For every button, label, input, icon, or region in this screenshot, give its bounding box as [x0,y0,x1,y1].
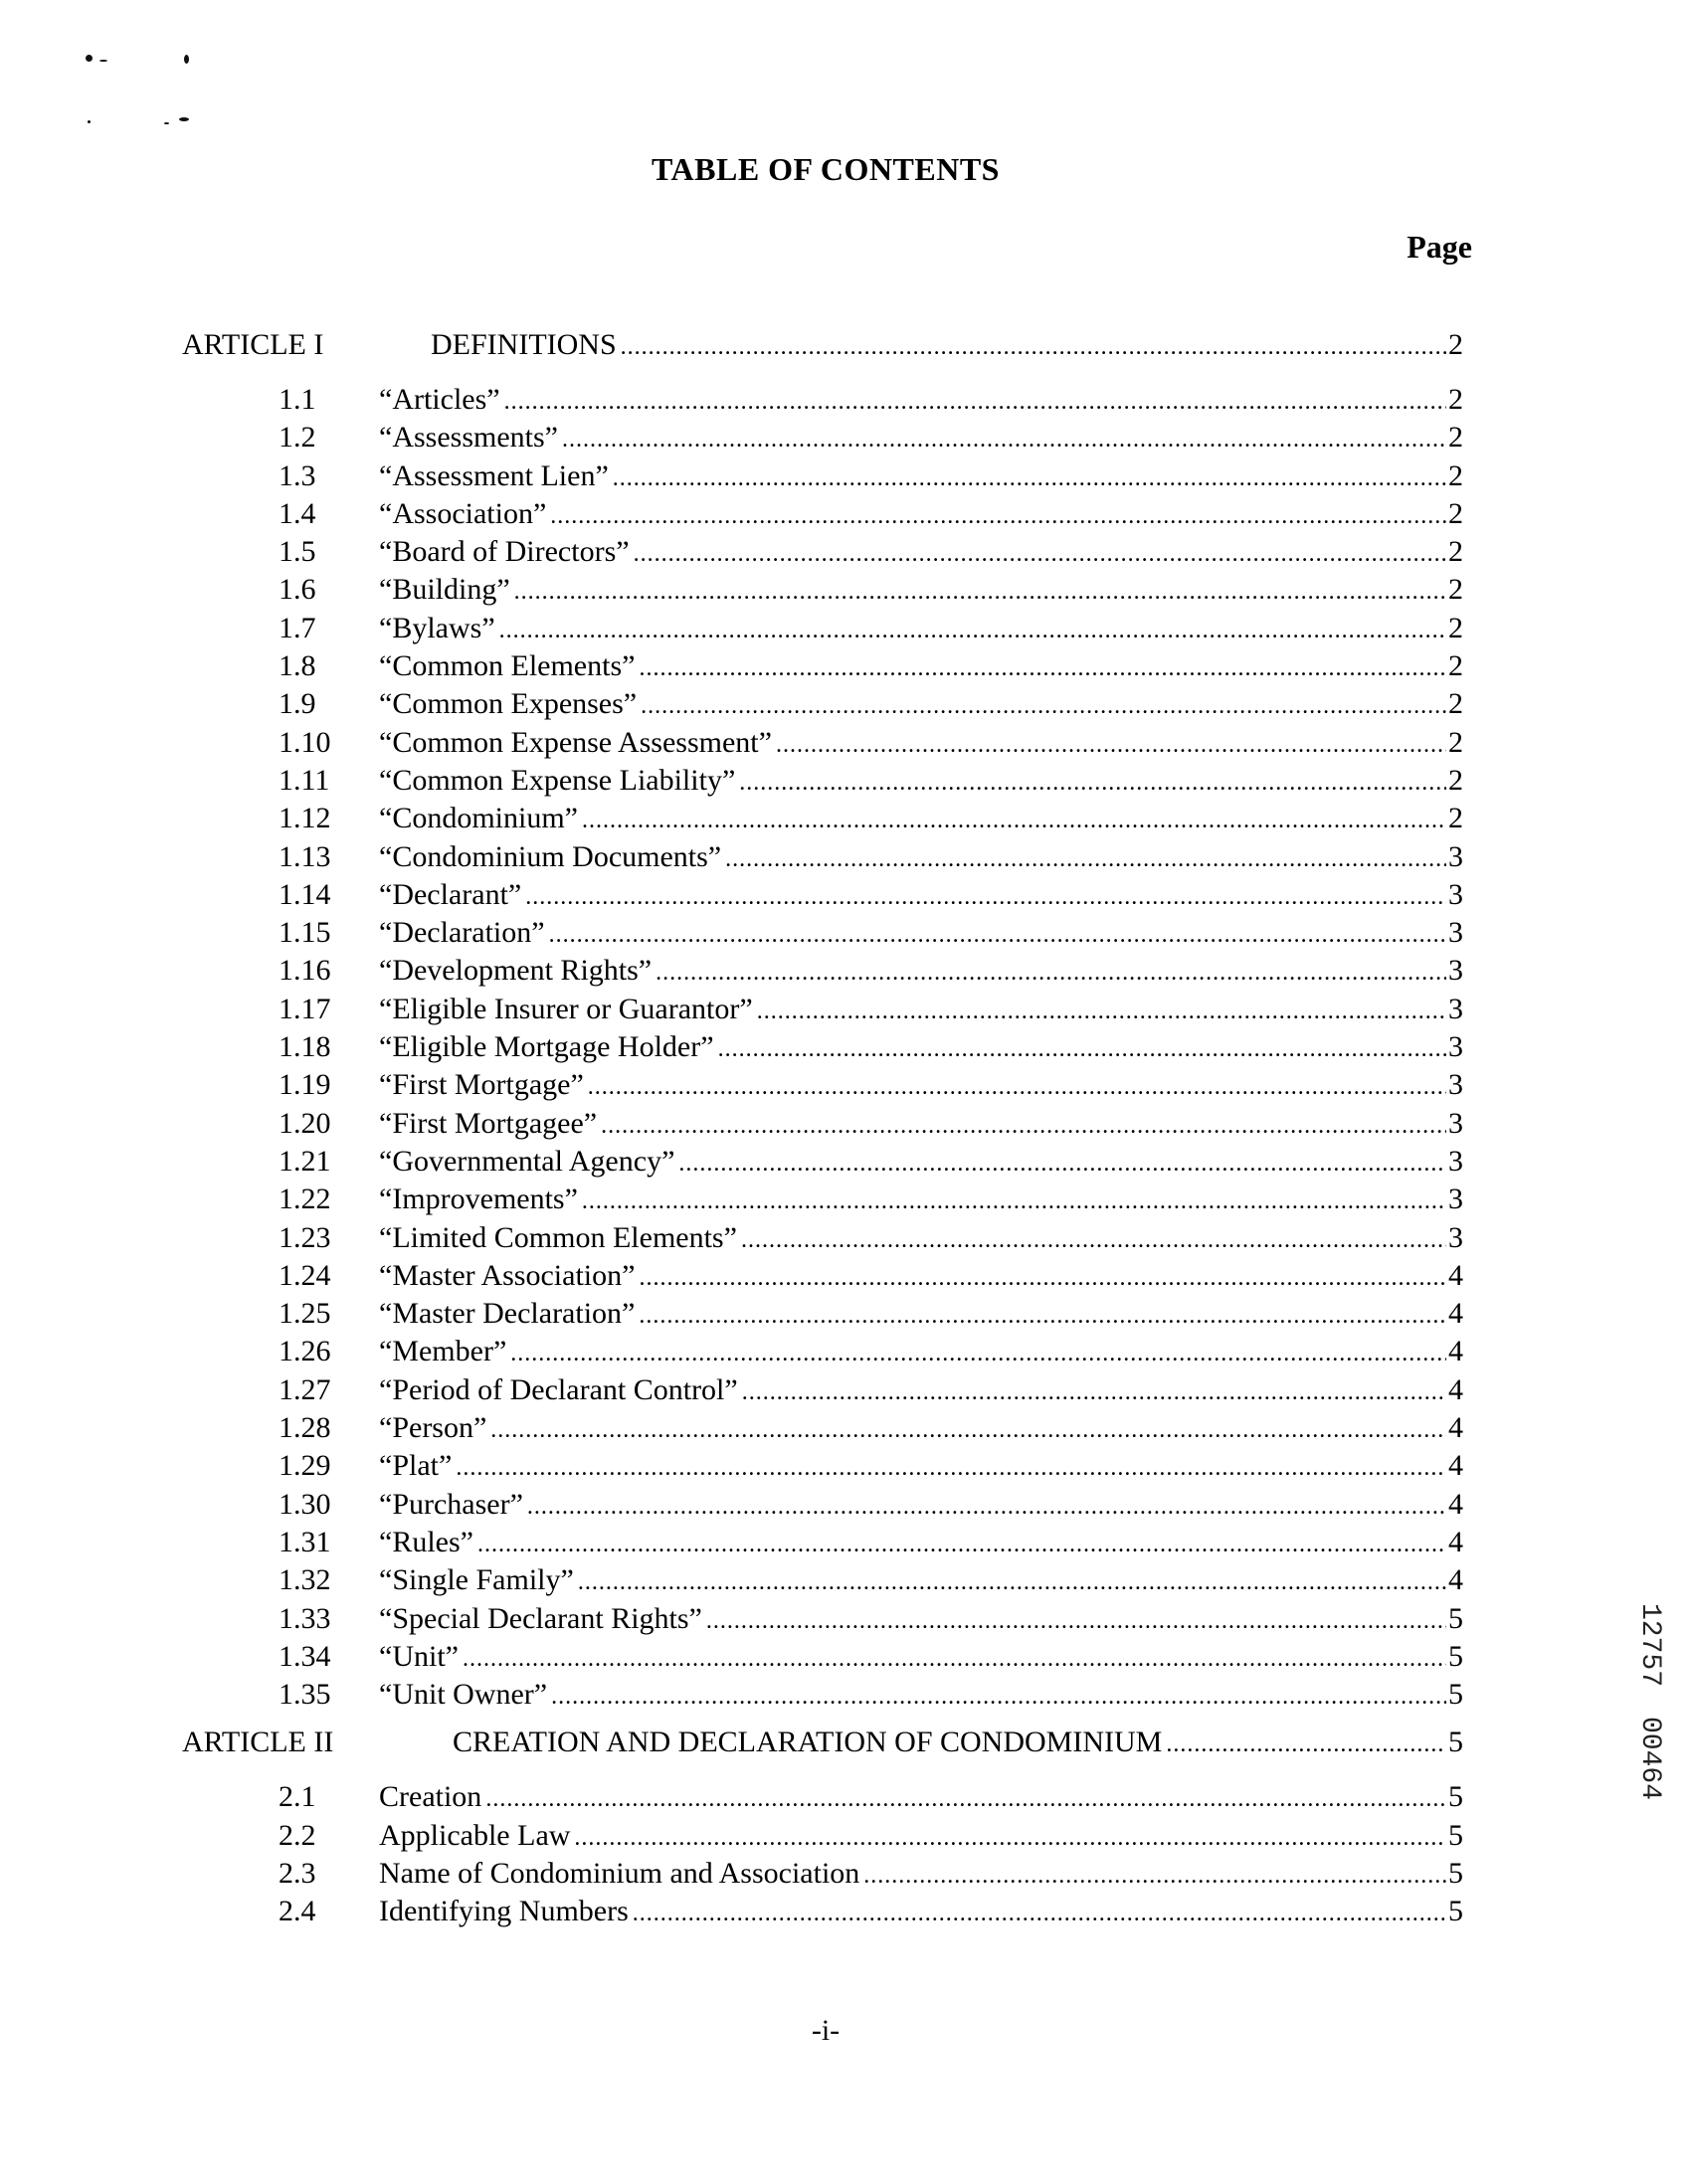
dot-leader [549,916,1446,954]
dot-leader [504,383,1446,421]
toc-title: “Unit” [379,1638,463,1676]
toc-number: 1.28 [279,1411,331,1445]
toc-title: DEFINITIONS [431,326,621,364]
toc-page-number: 2 [1446,724,1463,762]
toc-page-number: 3 [1446,991,1463,1028]
toc-section-row [0,1855,1691,1893]
toc-title: Name of Condominium and Association [379,1855,863,1893]
toc-section-row [0,1486,1691,1524]
toc-entry [379,1028,1463,1068]
toc-entry [379,1676,1463,1716]
toc-section-row [0,1143,1691,1181]
toc-section-row [0,762,1691,800]
toc-section-row [0,1600,1691,1638]
toc-number: 1.27 [279,1372,331,1406]
toc-entry [379,647,1463,687]
toc-entry [453,1724,1463,1763]
toc-title: “Master Association” [379,1257,639,1295]
toc-title: “Plat” [379,1447,456,1485]
bates-number [1629,1603,1669,1800]
dot-leader [706,1602,1446,1640]
toc-section-row [0,685,1691,723]
page-title: TABLE OF CONTENTS [652,151,1000,187]
toc-number: 1.6 [279,573,316,607]
dot-leader [477,1526,1446,1563]
toc-title: “Bylaws” [379,610,499,647]
toc-number: 2.1 [279,1780,316,1814]
toc-entry [379,876,1463,916]
toc-page-number: 4 [1446,1257,1463,1295]
toc-entry [379,1893,1463,1932]
dot-leader [525,878,1446,916]
toc-entry [379,1486,1463,1526]
toc-entry [379,724,1463,764]
toc-section-row [0,1778,1691,1816]
toc-page-number: 5 [1446,1778,1463,1816]
toc-entry [379,1219,1463,1259]
toc-section-row [0,1638,1691,1676]
toc-number: 1.32 [279,1563,331,1597]
toc-page-number: 2 [1446,495,1463,533]
dot-leader [582,802,1446,839]
toc-entry [379,457,1463,497]
toc-number: 1.25 [279,1297,331,1331]
toc-title: “Master Declaration” [379,1295,639,1333]
toc-number: 1.29 [279,1449,331,1483]
toc-section-row [0,495,1691,533]
toc-entry [379,1181,1463,1220]
toc-entry [379,381,1463,421]
toc-section-row [0,1295,1691,1333]
dot-leader [639,649,1446,687]
toc-number: 1.18 [279,1030,331,1064]
dot-leader [634,535,1446,573]
toc-title: CREATION AND DECLARATION OF CONDOMINIUM [453,1724,1166,1761]
toc-page-number: 3 [1446,876,1463,914]
toc-number: 1.8 [279,649,316,683]
toc-title: “Improvements” [379,1181,582,1218]
scan-speck [179,117,189,121]
toc-number: 1.16 [279,954,331,988]
toc-entry [379,1409,1463,1449]
toc-section-row [0,800,1691,837]
toc-title: “Common Expenses” [379,685,641,723]
toc-entry [379,1524,1463,1563]
toc-section-row [0,1181,1691,1218]
toc-number: 1.2 [279,421,316,455]
toc-number: 1.24 [279,1258,331,1292]
dot-leader [678,1145,1446,1183]
toc-entry [431,326,1463,366]
toc-section-row [0,419,1691,456]
dot-leader [551,1678,1446,1716]
toc-page-number: 3 [1446,914,1463,952]
toc-page-number: 2 [1446,647,1463,685]
toc-entry [379,800,1463,839]
toc-entry [379,1600,1463,1640]
toc-number: 1.35 [279,1678,331,1712]
toc-page-number: 2 [1446,762,1463,800]
dot-leader [550,497,1446,535]
toc-entry [379,1143,1463,1183]
dot-leader [574,1819,1446,1857]
toc-title: Identifying Numbers [379,1893,633,1930]
toc-number: 1.22 [279,1183,331,1216]
toc-page-number: 4 [1446,1561,1463,1599]
toc-title: “Association” [379,495,550,533]
toc-page-number: 5 [1446,1600,1463,1638]
toc-title: “Single Family” [379,1561,578,1599]
toc-page-number: 4 [1446,1409,1463,1447]
toc-page-number: 4 [1446,1371,1463,1409]
dot-leader [641,687,1446,725]
toc-title: “Declarant” [379,876,525,914]
toc-page-number: 3 [1446,1105,1463,1143]
toc-section-row [0,610,1691,647]
dot-leader [490,1411,1446,1449]
scan-speck [99,60,107,62]
toc-page-number: 3 [1446,952,1463,990]
toc-page-number: 3 [1446,1219,1463,1257]
dot-leader [514,573,1446,611]
toc-entry [379,419,1463,458]
toc-number: 2.4 [279,1895,316,1928]
toc-title: “Assessment Lien” [379,457,613,495]
toc-title: “Development Rights” [379,952,656,990]
toc-section-row [0,381,1691,419]
dot-leader [656,954,1446,992]
table-of-contents [0,326,1691,1931]
toc-title: Applicable Law [379,1817,574,1855]
toc-page-number: 5 [1446,1855,1463,1893]
toc-title: “Articles” [379,381,504,419]
toc-number: 1.26 [279,1335,331,1368]
toc-title: “Assessments” [379,419,562,456]
toc-section-row [0,724,1691,762]
toc-section-row [0,1524,1691,1561]
toc-section-row [0,1893,1691,1930]
dot-leader [613,459,1446,497]
toc-number: 1.12 [279,802,331,835]
dot-leader [582,1183,1446,1220]
scan-speck [88,120,91,123]
bates-group: 12757 [1634,1603,1665,1688]
dot-leader [510,1335,1446,1372]
toc-entry [379,1333,1463,1372]
toc-page-number: 5 [1446,1676,1463,1714]
toc-entry [379,1817,1463,1857]
toc-section-row [0,1066,1691,1104]
toc-title: “Rules” [379,1524,477,1561]
dot-leader [742,1373,1446,1411]
toc-entry [379,610,1463,649]
toc-number: 1.10 [279,725,331,759]
toc-number: 1.13 [279,839,331,873]
dot-leader [725,840,1446,878]
toc-page-number: 4 [1446,1447,1463,1485]
toc-section-row [0,533,1691,571]
footer-page-number: -i- [811,2014,841,2047]
toc-title: “First Mortgagee” [379,1105,601,1143]
dot-leader [863,1857,1446,1895]
toc-title: “Condominium Documents” [379,838,725,876]
toc-entry [379,838,1463,878]
toc-title: “Building” [379,571,514,609]
toc-article-row [0,1724,1691,1763]
toc-number: ARTICLE I [182,328,324,361]
dot-leader [633,1895,1446,1932]
toc-page-number: 2 [1446,571,1463,609]
toc-title: “Unit Owner” [379,1676,551,1714]
toc-entry [379,1855,1463,1895]
toc-entry [379,685,1463,725]
toc-page-number: 2 [1446,685,1463,723]
toc-entry [379,1295,1463,1335]
toc-title: “Eligible Insurer or Guarantor” [379,991,757,1028]
dot-leader [485,1780,1446,1818]
bates-group: 00464 [1634,1717,1665,1801]
dot-leader [588,1068,1446,1106]
toc-number: 1.20 [279,1106,331,1140]
dot-leader [757,993,1446,1030]
dot-leader [456,1449,1446,1487]
toc-section-row [0,1219,1691,1257]
toc-entry [379,571,1463,611]
toc-page-number: 4 [1446,1295,1463,1333]
dot-leader [776,726,1446,764]
toc-page-number: 2 [1446,800,1463,837]
toc-article-row [0,326,1691,366]
toc-page-number: 2 [1446,610,1463,647]
toc-section-row [0,1817,1691,1855]
toc-number: 1.15 [279,916,331,950]
toc-number: 2.3 [279,1856,316,1890]
toc-page-number: 2 [1446,381,1463,419]
dot-leader [578,1563,1446,1601]
toc-entry [379,1066,1463,1106]
toc-section-row [0,1676,1691,1714]
toc-title: “Common Elements” [379,647,639,685]
toc-entry [379,533,1463,573]
toc-section-row [0,952,1691,990]
scan-speck [164,122,169,124]
dot-leader [718,1030,1446,1068]
toc-number: 1.23 [279,1220,331,1254]
toc-entry [379,1561,1463,1601]
toc-title: “Common Expense Liability” [379,762,739,800]
toc-entry [379,495,1463,535]
toc-number: 2.2 [279,1818,316,1852]
dot-leader [1166,1726,1446,1763]
toc-entry [379,952,1463,992]
toc-section-row [0,1257,1691,1295]
toc-title: “Declaration” [379,914,549,952]
toc-number: 1.3 [279,458,316,492]
dot-leader [639,1259,1446,1297]
toc-section-row [0,571,1691,609]
toc-section-row [0,457,1691,495]
toc-section-row [0,1561,1691,1599]
toc-entry [379,1371,1463,1411]
dot-leader [499,612,1446,649]
toc-title: “Person” [379,1409,490,1447]
toc-entry [379,1257,1463,1297]
toc-page-number: 5 [1446,1817,1463,1855]
toc-title: “Common Expense Assessment” [379,724,776,762]
toc-page-number: 3 [1446,1066,1463,1104]
toc-page-number: 2 [1446,457,1463,495]
toc-number: 1.7 [279,611,316,644]
toc-page-number: 5 [1446,1893,1463,1930]
toc-number: 1.9 [279,687,316,721]
toc-section-row [0,1105,1691,1143]
toc-page-number: 5 [1446,1638,1463,1676]
toc-page-number: 3 [1446,1181,1463,1218]
toc-section-row [0,1371,1691,1409]
dot-leader [639,1297,1446,1335]
dot-leader [601,1107,1446,1145]
toc-page-number: 2 [1446,533,1463,571]
toc-entry [379,1778,1463,1818]
toc-title: “Member” [379,1333,510,1370]
toc-section-row [0,991,1691,1028]
toc-number: 1.5 [279,535,316,569]
toc-page-number: 3 [1446,838,1463,876]
toc-title: “Governmental Agency” [379,1143,678,1181]
toc-number: 1.14 [279,877,331,911]
toc-section-row [0,1333,1691,1370]
toc-section-row [0,1447,1691,1485]
scan-speck [184,55,189,64]
toc-number: 1.31 [279,1525,331,1558]
toc-page-number: 2 [1446,326,1463,364]
dot-leader [621,328,1446,366]
toc-entry [379,991,1463,1030]
toc-number: 1.30 [279,1487,331,1521]
toc-number: 1.34 [279,1639,331,1673]
dot-leader [741,1221,1446,1259]
toc-number: 1.1 [279,383,316,416]
toc-entry [379,762,1463,802]
toc-number: 1.33 [279,1601,331,1635]
toc-section-row [0,1028,1691,1066]
toc-title: “Board of Directors” [379,533,634,571]
toc-page-number: 5 [1446,1724,1463,1761]
toc-entry [379,1105,1463,1145]
scan-speck [86,55,93,62]
toc-section-row [0,876,1691,914]
toc-title: “Special Declarant Rights” [379,1600,706,1638]
toc-title: “Condominium” [379,800,582,837]
toc-title: Creation [379,1778,485,1816]
toc-title: “First Mortgage” [379,1066,588,1104]
toc-section-row [0,1409,1691,1447]
page-column-label: Page [1407,229,1472,265]
toc-page-number: 4 [1446,1524,1463,1561]
toc-number: 1.17 [279,992,331,1025]
toc-title: “Limited Common Elements” [379,1219,741,1257]
toc-page-number: 4 [1446,1486,1463,1524]
toc-page-number: 4 [1446,1333,1463,1370]
toc-title: “Eligible Mortgage Holder” [379,1028,718,1066]
toc-number: 1.21 [279,1144,331,1178]
toc-page-number: 2 [1446,419,1463,456]
toc-page-number: 3 [1446,1028,1463,1066]
toc-number: ARTICLE II [182,1726,334,1759]
toc-title: “Purchaser” [379,1486,527,1524]
toc-section-row [0,838,1691,876]
toc-title: “Period of Declarant Control” [379,1371,742,1409]
toc-section-row [0,647,1691,685]
toc-section-row [0,914,1691,952]
toc-number: 1.19 [279,1068,331,1102]
toc-entry [379,1638,1463,1678]
toc-number: 1.4 [279,496,316,530]
dot-leader [739,764,1446,802]
toc-page-number: 3 [1446,1143,1463,1181]
toc-entry [379,914,1463,954]
dot-leader [527,1488,1446,1526]
toc-number: 1.11 [279,763,330,797]
dot-leader [463,1640,1446,1678]
toc-entry [379,1447,1463,1487]
dot-leader [562,421,1446,458]
